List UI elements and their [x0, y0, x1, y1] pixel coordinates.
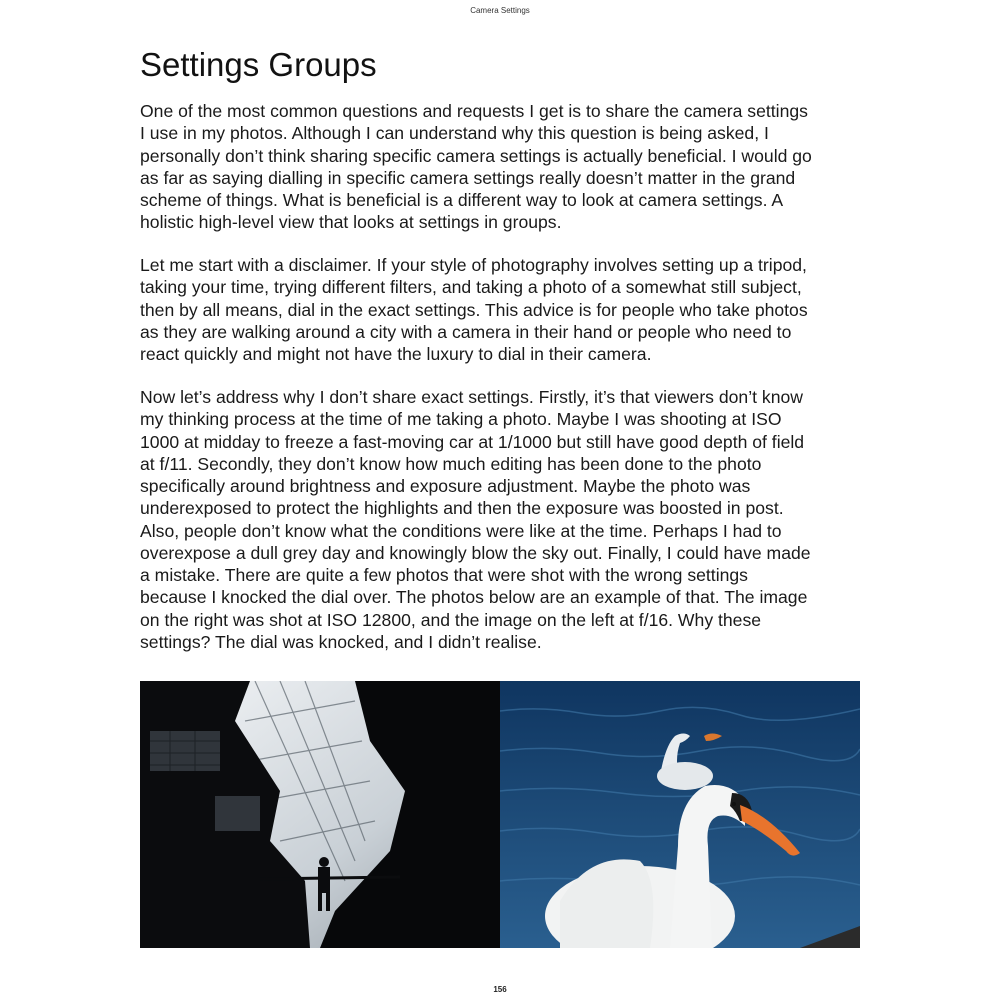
photo-pair	[140, 681, 860, 948]
body-text-line: scheme of things. What is beneficial is a different way to look at camera settings. A	[140, 190, 784, 210]
section-title: Settings Groups	[140, 46, 377, 83]
body-text-line: as they are walking around a city with a camera in their hand or people who need to	[140, 322, 792, 342]
body-text-line: react quickly and might not have the luxury to dial in their camera.	[140, 344, 652, 364]
swans-on-lake-photo	[500, 681, 860, 948]
architecture-silhouette-photo	[140, 681, 500, 948]
body-text-line: personally don’t think sharing specific camera settings is actually beneficial. I would go	[140, 146, 812, 166]
body-text-line: Also, people don’t know what the conditions were like at the time. Perhaps I had to	[140, 521, 782, 541]
body-text-line: I use in my photos. Although I can understand why this question is being asked, I	[140, 123, 769, 143]
body-text-line: Let me start with a disclaimer. If your style of photography involves setting up a tripod,	[140, 255, 807, 275]
body-text-line: as far as saying dialling in specific camera settings really doesn’t matter in the grand	[140, 168, 796, 188]
body-text-line: 1000 at midday to freeze a fast-moving car at 1/1000 but still have good depth of field	[140, 432, 805, 452]
page-number: 156	[493, 985, 507, 994]
body-text-line: then by all means, dial in the exact settings. This advice is for people who take photos	[140, 300, 808, 320]
body-text-line: settings? The dial was knocked, and I didn’t realise.	[140, 632, 542, 652]
body-text-line: One of the most common questions and requests I get is to share the camera settings	[140, 101, 808, 121]
body-text-line: at f/11. Secondly, they don’t know how much editing has been done to the photo	[140, 454, 762, 474]
body-text-line: specifically around brightness and exposure adjustment. Maybe the photo was	[140, 476, 751, 496]
body-text-line: my thinking process at the time of me taking a photo. Maybe I was shooting at ISO	[140, 409, 782, 429]
body-text-line: holistic high-level view that looks at settings in groups.	[140, 212, 562, 232]
body-text-line: a mistake. There are quite a few photos that were shot with the wrong settings	[140, 565, 748, 585]
running-header: Camera Settings	[470, 6, 530, 15]
body-text-line: because I knocked the dial over. The photos below are an example of that. The image	[140, 587, 808, 607]
body-text-line: Now let’s address why I don’t share exact settings. Firstly, it’s that viewers don’t know	[140, 387, 803, 407]
body-text-line: underexposed to protect the highlights and then the exposure was boosted in post.	[140, 498, 784, 518]
body-text-line: overexpose a dull grey day and knowingly blow the sky out. Finally, I could have made	[140, 543, 811, 563]
body-text-line: taking your time, trying different filters, and taking a photo of a somewhat still subject,	[140, 277, 802, 297]
body-text-line: on the right was shot at ISO 12800, and the image on the left at f/16. Why these	[140, 610, 762, 630]
